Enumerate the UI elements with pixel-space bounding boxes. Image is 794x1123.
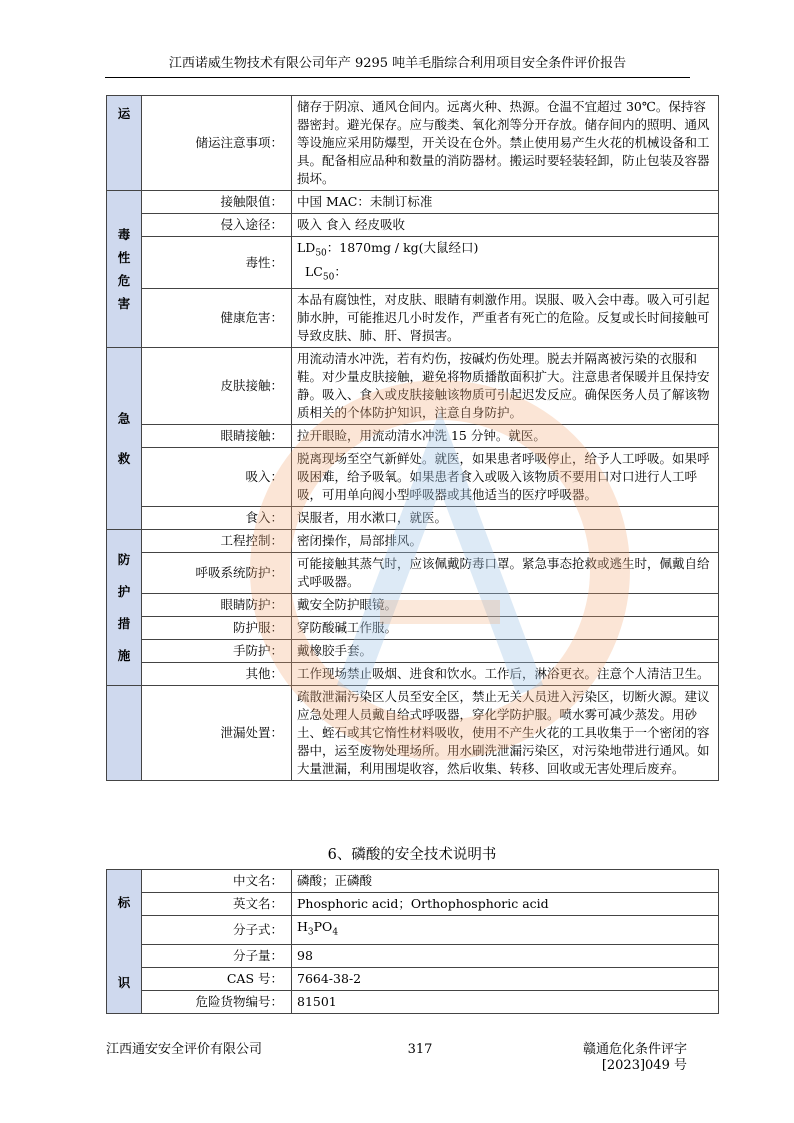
firstaid-row <box>107 425 719 448</box>
row-label: 健康危害： <box>142 289 292 348</box>
row-value: 穿防酸碱工作服。 <box>292 617 719 640</box>
row-label: 泄漏处置： <box>142 686 292 781</box>
row-label: 皮肤接触： <box>142 348 292 425</box>
page-number: 317 <box>407 1042 433 1057</box>
row-value: 戴安全防护眼镜。 <box>292 594 719 617</box>
category-char: 防 <box>117 551 131 567</box>
ld-sub: 50 <box>315 248 327 259</box>
category-transport <box>107 96 142 191</box>
row-value: 98 <box>292 944 719 967</box>
row-label: 毒性： <box>142 237 292 289</box>
ld-prefix: LD <box>297 240 316 255</box>
row-label: 眼睛接触： <box>142 425 292 448</box>
row-label: 储运注意事项： <box>142 96 292 191</box>
category-char: 措 <box>117 615 131 631</box>
firstaid-row <box>107 448 719 507</box>
row-value: 储存于阴凉、通风仓间内。远离火种、热源。仓温不宜超过 30℃。保持容器密封。避光保存。应与酸类、氧化剂等分开存放。储存间内的照明、通风等设施应采用防爆型，开关设在仓外。禁止使用易产生火花的机械设备和工具。配备相应品种和数量的消防器材。搬运时要轻装轻卸，防止包装及容器损坏。 <box>292 96 719 191</box>
row-value: 误服者，用水漱口，就医。 <box>292 507 719 530</box>
row-value: 工作现场禁止吸烟、进食和饮水。工作后，淋浴更衣。注意个人清洁卫生。 <box>292 663 719 686</box>
id-row <box>107 916 719 945</box>
category-char: 害 <box>117 295 131 311</box>
formula-sub-4: 4 <box>332 927 339 938</box>
category-char: 性 <box>117 249 131 265</box>
row-label: 手防护： <box>142 640 292 663</box>
category-char: 救 <box>117 450 131 466</box>
row-label: 食入： <box>142 507 292 530</box>
firstaid-row <box>107 507 719 530</box>
formula-po: PO <box>313 919 333 934</box>
footer-company: 江西通安安全评价有限公司 <box>106 1042 263 1057</box>
header-rule <box>105 77 690 78</box>
row-value: 密闭操作，局部排风。 <box>292 530 719 553</box>
row-label: 侵入途径： <box>142 214 292 237</box>
row-label: 分子量： <box>142 944 292 967</box>
category-char: 运 <box>117 106 131 121</box>
id-row <box>107 944 719 967</box>
protection-row <box>107 594 719 617</box>
formula-h: H <box>297 919 308 934</box>
row-label: 眼睛防护： <box>142 594 292 617</box>
category-char: 施 <box>117 647 131 663</box>
row-value: 7664-38-2 <box>292 967 719 990</box>
ld50-line <box>297 239 713 263</box>
spill-row <box>107 686 719 781</box>
toxicity-row <box>107 237 719 289</box>
row-value: 吸入 食入 经皮吸收 <box>292 214 719 237</box>
row-value: 拉开眼睑，用流动清水冲洗 15 分钟。就医。 <box>292 425 719 448</box>
protection-row <box>107 530 719 553</box>
row-value: 用流动清水冲洗，若有灼伤，按碱灼伤处理。脱去并隔离被污染的衣服和鞋。对少量皮肤接触，避免将物质播散面积扩大。注意患者保暖并且保持安静。吸入、食入或皮肤接触该物质可引起迟发反应。确保医务人员了解该物质相关的个体防护知识，注意自身防护。 <box>292 348 719 425</box>
row-label: 分子式： <box>142 916 292 945</box>
firstaid-row <box>107 348 719 425</box>
category-char: 护 <box>117 583 131 599</box>
id-row <box>107 893 719 916</box>
row-label: 中文名： <box>142 870 292 893</box>
phosphoric-acid-id-table <box>106 869 719 1014</box>
row-value: 疏散泄漏污染区人员至安全区，禁止无关人员进入污染区，切断火源。建议应急处理人员戴自给式呼吸器，穿化学防护服。喷水雾可减少蒸发。用砂土、蛭石或其它惰性材料吸收，使用不产生火花的工具收集于一个密闭的容器中，运至废物处理场所。用水刷洗泄漏污染区，对污染地带进行通风。如大量泄漏，利用围堤收容，然后收集、转移、回收或无害处理后废弃。 <box>292 686 719 781</box>
row-value: 磷酸；正磷酸 <box>292 870 719 893</box>
row-label: 危险货物编号： <box>142 990 292 1013</box>
toxicity-value <box>292 237 719 289</box>
row-label: 英文名： <box>142 893 292 916</box>
row-value: Phosphoric acid；Orthophosphoric acid <box>292 893 719 916</box>
protection-row <box>107 617 719 640</box>
row-value: 脱离现场至空气新鲜处。就医，如果患者呼吸停止，给予人工呼吸。如果呼吸困难，给予吸氧。如果患者食入或吸入该物质不要用口对口进行人工呼吸，可用单向阀小型呼吸器或其他适当的医疗呼吸器。 <box>292 448 719 507</box>
formula-sub-3: 3 <box>307 927 314 938</box>
lc-sub: 50 <box>322 272 335 282</box>
category-spill <box>107 686 142 781</box>
row-label: 其他： <box>142 663 292 686</box>
row-label: CAS 号： <box>142 967 292 990</box>
id-row <box>107 967 719 990</box>
transport-row <box>107 96 719 191</box>
category-char: 急 <box>117 410 131 426</box>
lc50-line <box>297 263 713 287</box>
id-row <box>107 870 719 893</box>
category-identification <box>107 870 142 1014</box>
row-label: 吸入： <box>142 448 292 507</box>
row-value: 中国 MAC：未制订标准 <box>292 191 719 214</box>
category-char: 识 <box>117 975 131 991</box>
category-char: 毒 <box>117 226 131 242</box>
row-label: 接触限值： <box>142 191 292 214</box>
footer-document-number: 赣通危化条件评字[2023]049 号 <box>582 1042 687 1073</box>
category-char: 标 <box>117 895 131 911</box>
row-label: 工程控制： <box>142 530 292 553</box>
row-value: 81501 <box>292 990 719 1013</box>
page-header: 江西诺威生物技术有限公司年产 9295 吨羊毛脂综合利用项目安全条件评价报告 <box>168 56 627 71</box>
formula-value <box>292 916 719 945</box>
category-firstaid <box>107 348 142 530</box>
section-title: 6、磷酸的安全技术说明书 <box>327 847 497 863</box>
row-label: 防护服： <box>142 617 292 640</box>
toxicity-row <box>107 214 719 237</box>
protection-row <box>107 553 719 594</box>
row-label: 呼吸系统防护： <box>142 553 292 594</box>
msds-table-continued <box>106 95 719 781</box>
lc-prefix: LC <box>305 263 323 279</box>
category-protection <box>107 530 142 686</box>
category-char: 危 <box>117 272 131 288</box>
lc-rest: ： <box>334 263 347 279</box>
protection-row <box>107 663 719 686</box>
toxicity-row <box>107 289 719 348</box>
id-row <box>107 990 719 1013</box>
toxicity-row <box>107 191 719 214</box>
row-value: 本品有腐蚀性，对皮肤、眼睛有刺激作用。误服、吸入会中毒。吸入可引起肺水肿，可能推迟几小时发作，严重者有死亡的危险。反复或长时间接触可导致皮肤、肺、肝、肾损害。 <box>292 289 719 348</box>
row-value: 可能接触其蒸气时，应该佩戴防毒口罩。紧急事态抢救或逃生时，佩戴自给式呼吸器。 <box>292 553 719 594</box>
protection-row <box>107 640 719 663</box>
row-value: 戴橡胶手套。 <box>292 640 719 663</box>
ld-rest: ：1870mg / kg(大鼠经口) <box>326 240 479 255</box>
category-toxicity <box>107 191 142 348</box>
